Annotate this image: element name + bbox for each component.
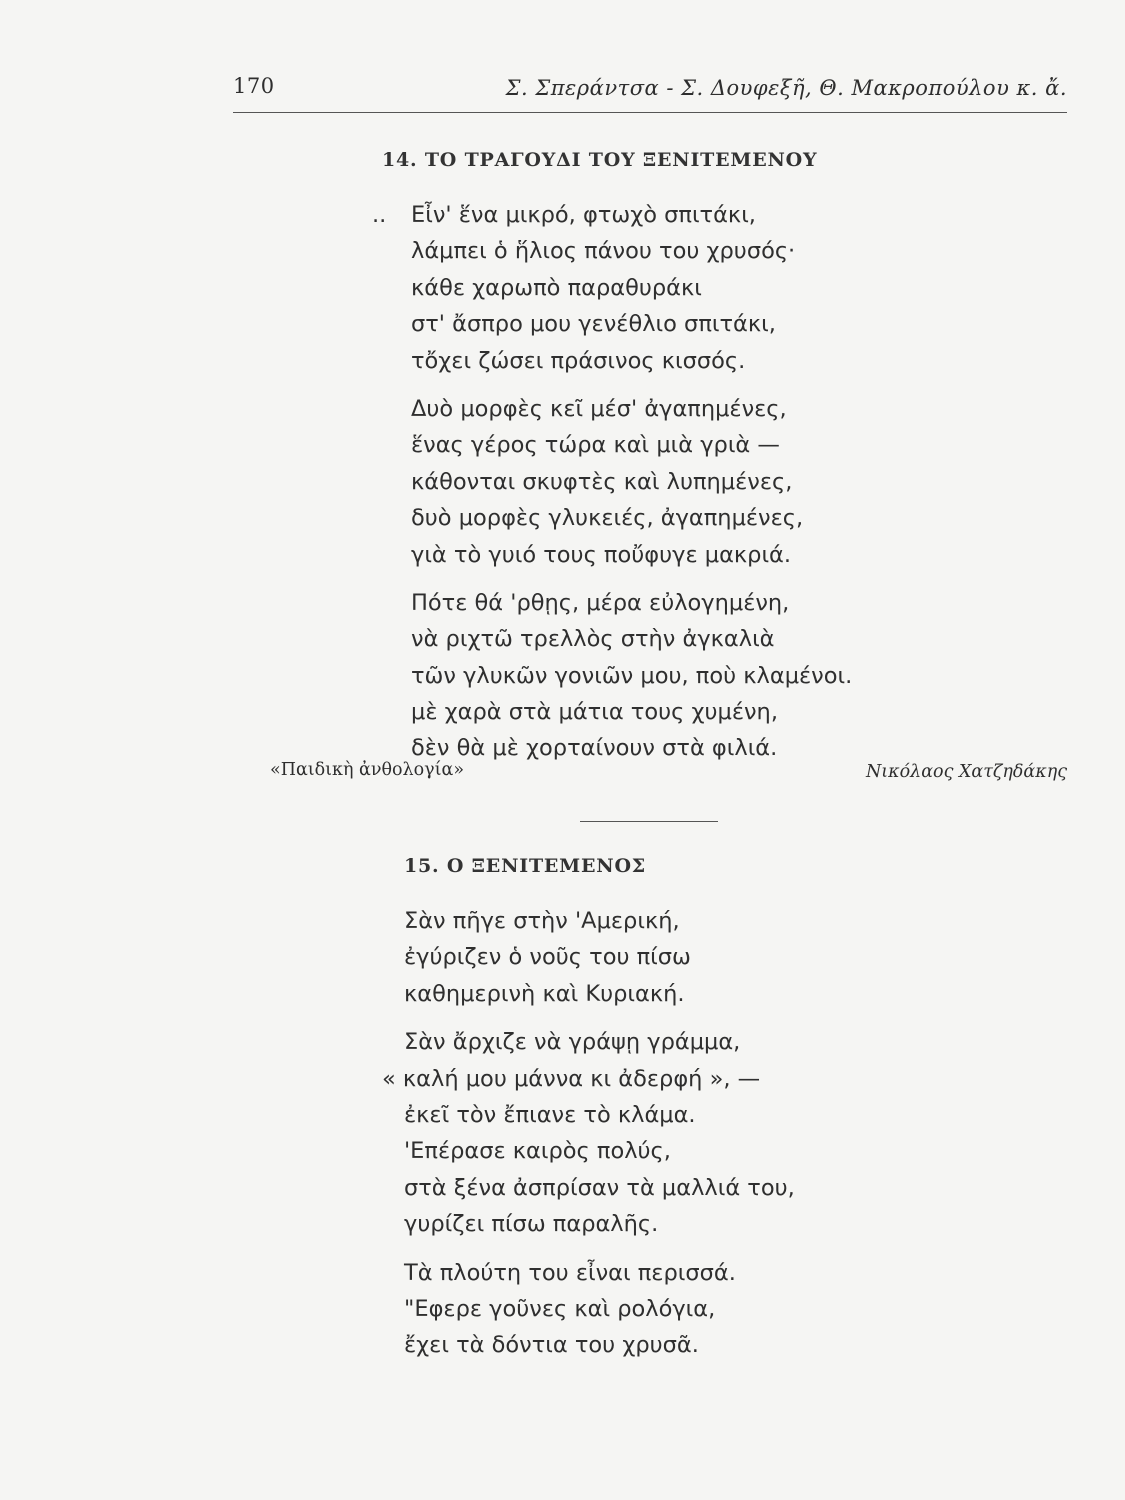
verse-line: καθημερινὴ καὶ Κυριακή.	[404, 980, 685, 1007]
stanza	[411, 391, 852, 573]
verse-line: γιὰ τὸ γυιό τους ποὔφυγε μακριά.	[411, 541, 792, 568]
verse-line: ἔχει τὰ δόντια του χρυσᾶ.	[404, 1332, 699, 1359]
verse-line: 'Επέρασε καιρὸς πολύς,	[404, 1138, 671, 1165]
verse-line: στὰ ξένα ἀσπρίσαν τὰ μαλλιά του,	[404, 1174, 795, 1201]
page-number: 170	[233, 74, 275, 98]
verse-line: ἐγύριζεν ὁ νοῦς του πίσω	[404, 944, 691, 971]
verse-line: κάθε χαρωπὸ παραθυράκι	[411, 274, 702, 301]
section-separator	[580, 821, 718, 822]
stanza	[404, 903, 795, 1012]
verse-line: Σὰν πῆγε στὴν 'Αμερική,	[404, 908, 680, 934]
poem-14-author: Νικόλαος Χατζηδάκης	[865, 762, 1067, 782]
verse-line: ἐκεῖ τὸν ἔπιανε τὸ κλάμα.	[404, 1101, 696, 1128]
verse-line: ἕνας γέρος τώρα καὶ μιὰ γριὰ —	[411, 432, 780, 459]
running-head: Σ. Σπεράντσα - Σ. Δουφεξῆ, Θ. Μακροπούλου κ. ἄ.	[505, 76, 1067, 100]
verse-line: δὲν θὰ μὲ χορταίνουν στὰ φιλιά.	[411, 735, 778, 762]
stanza-gap	[411, 379, 852, 391]
poem-14-title: 14. ΤΟ ΤΡΑΓΟΥΔΙ ΤΟΥ ΞΕΝΙΤΕΜΕΝΟΥ	[382, 149, 818, 171]
verse-line: « καλή μου μάννα κι ἀδερφή », —	[382, 1065, 761, 1092]
verse-line: κάθονται σκυφτὲς καὶ λυπημένες,	[411, 468, 793, 495]
verse-line: νὰ ριχτῶ τρελλὸς στὴν ἀγκαλιὰ	[411, 626, 775, 653]
verse-line: τῶν γλυκῶν γονιῶν μου, ποὺ κλαμένοι.	[411, 662, 853, 689]
verse-line: τὄχει ζώσει πράσινος κισσός.	[411, 347, 746, 374]
stanza-gap	[411, 573, 852, 585]
verse-line: στ' ἄσπρο μου γενέθλιο σπιτάκι,	[411, 311, 776, 338]
poem-14-lead-mark: ..	[372, 202, 387, 228]
stanza-gap	[404, 1012, 795, 1024]
verse-line: Δυὸ μορφὲς κεῖ μέσ' ἀγαπημένες,	[411, 395, 787, 422]
stanza-gap	[404, 1243, 795, 1255]
verse-line: λάμπει ὁ ἥλιος πάνου του χρυσός·	[411, 238, 796, 265]
verse-line: γυρίζει πίσω παραλῆς.	[404, 1211, 659, 1238]
stanza	[411, 197, 852, 379]
verse-line: μὲ χαρὰ στὰ μάτια τους χυμένη,	[411, 699, 778, 726]
verse-line: Πότε θά 'ρθῃς, μέρα εὐλογημένη,	[411, 589, 790, 616]
stanza	[382, 1024, 795, 1242]
verse-line: "Εφερε γοῦνες καὶ ρολόγια,	[404, 1295, 716, 1322]
poem-15-body	[382, 903, 795, 1364]
poem-14-source: «Παιδικὴ ἀνθολογία»	[270, 760, 465, 780]
stanza	[411, 585, 852, 767]
poem-15-title: 15. Ο ΞΕΝΙΤΕΜΕΝΟΣ	[404, 855, 647, 877]
stanza	[404, 1255, 795, 1364]
verse-line: Εἶν' ἕνα μικρό, φτωχὸ σπιτάκι,	[411, 202, 756, 228]
header-rule	[233, 112, 1067, 113]
poem-14-body	[411, 197, 852, 767]
verse-line: δυὸ μορφὲς γλυκειές, ἀγαπημένες,	[411, 505, 804, 532]
verse-line: Τὰ πλούτη του εἶναι περισσά.	[404, 1259, 736, 1286]
verse-line: Σὰν ἄρχιζε νὰ γράψῃ γράμμα,	[404, 1029, 741, 1056]
